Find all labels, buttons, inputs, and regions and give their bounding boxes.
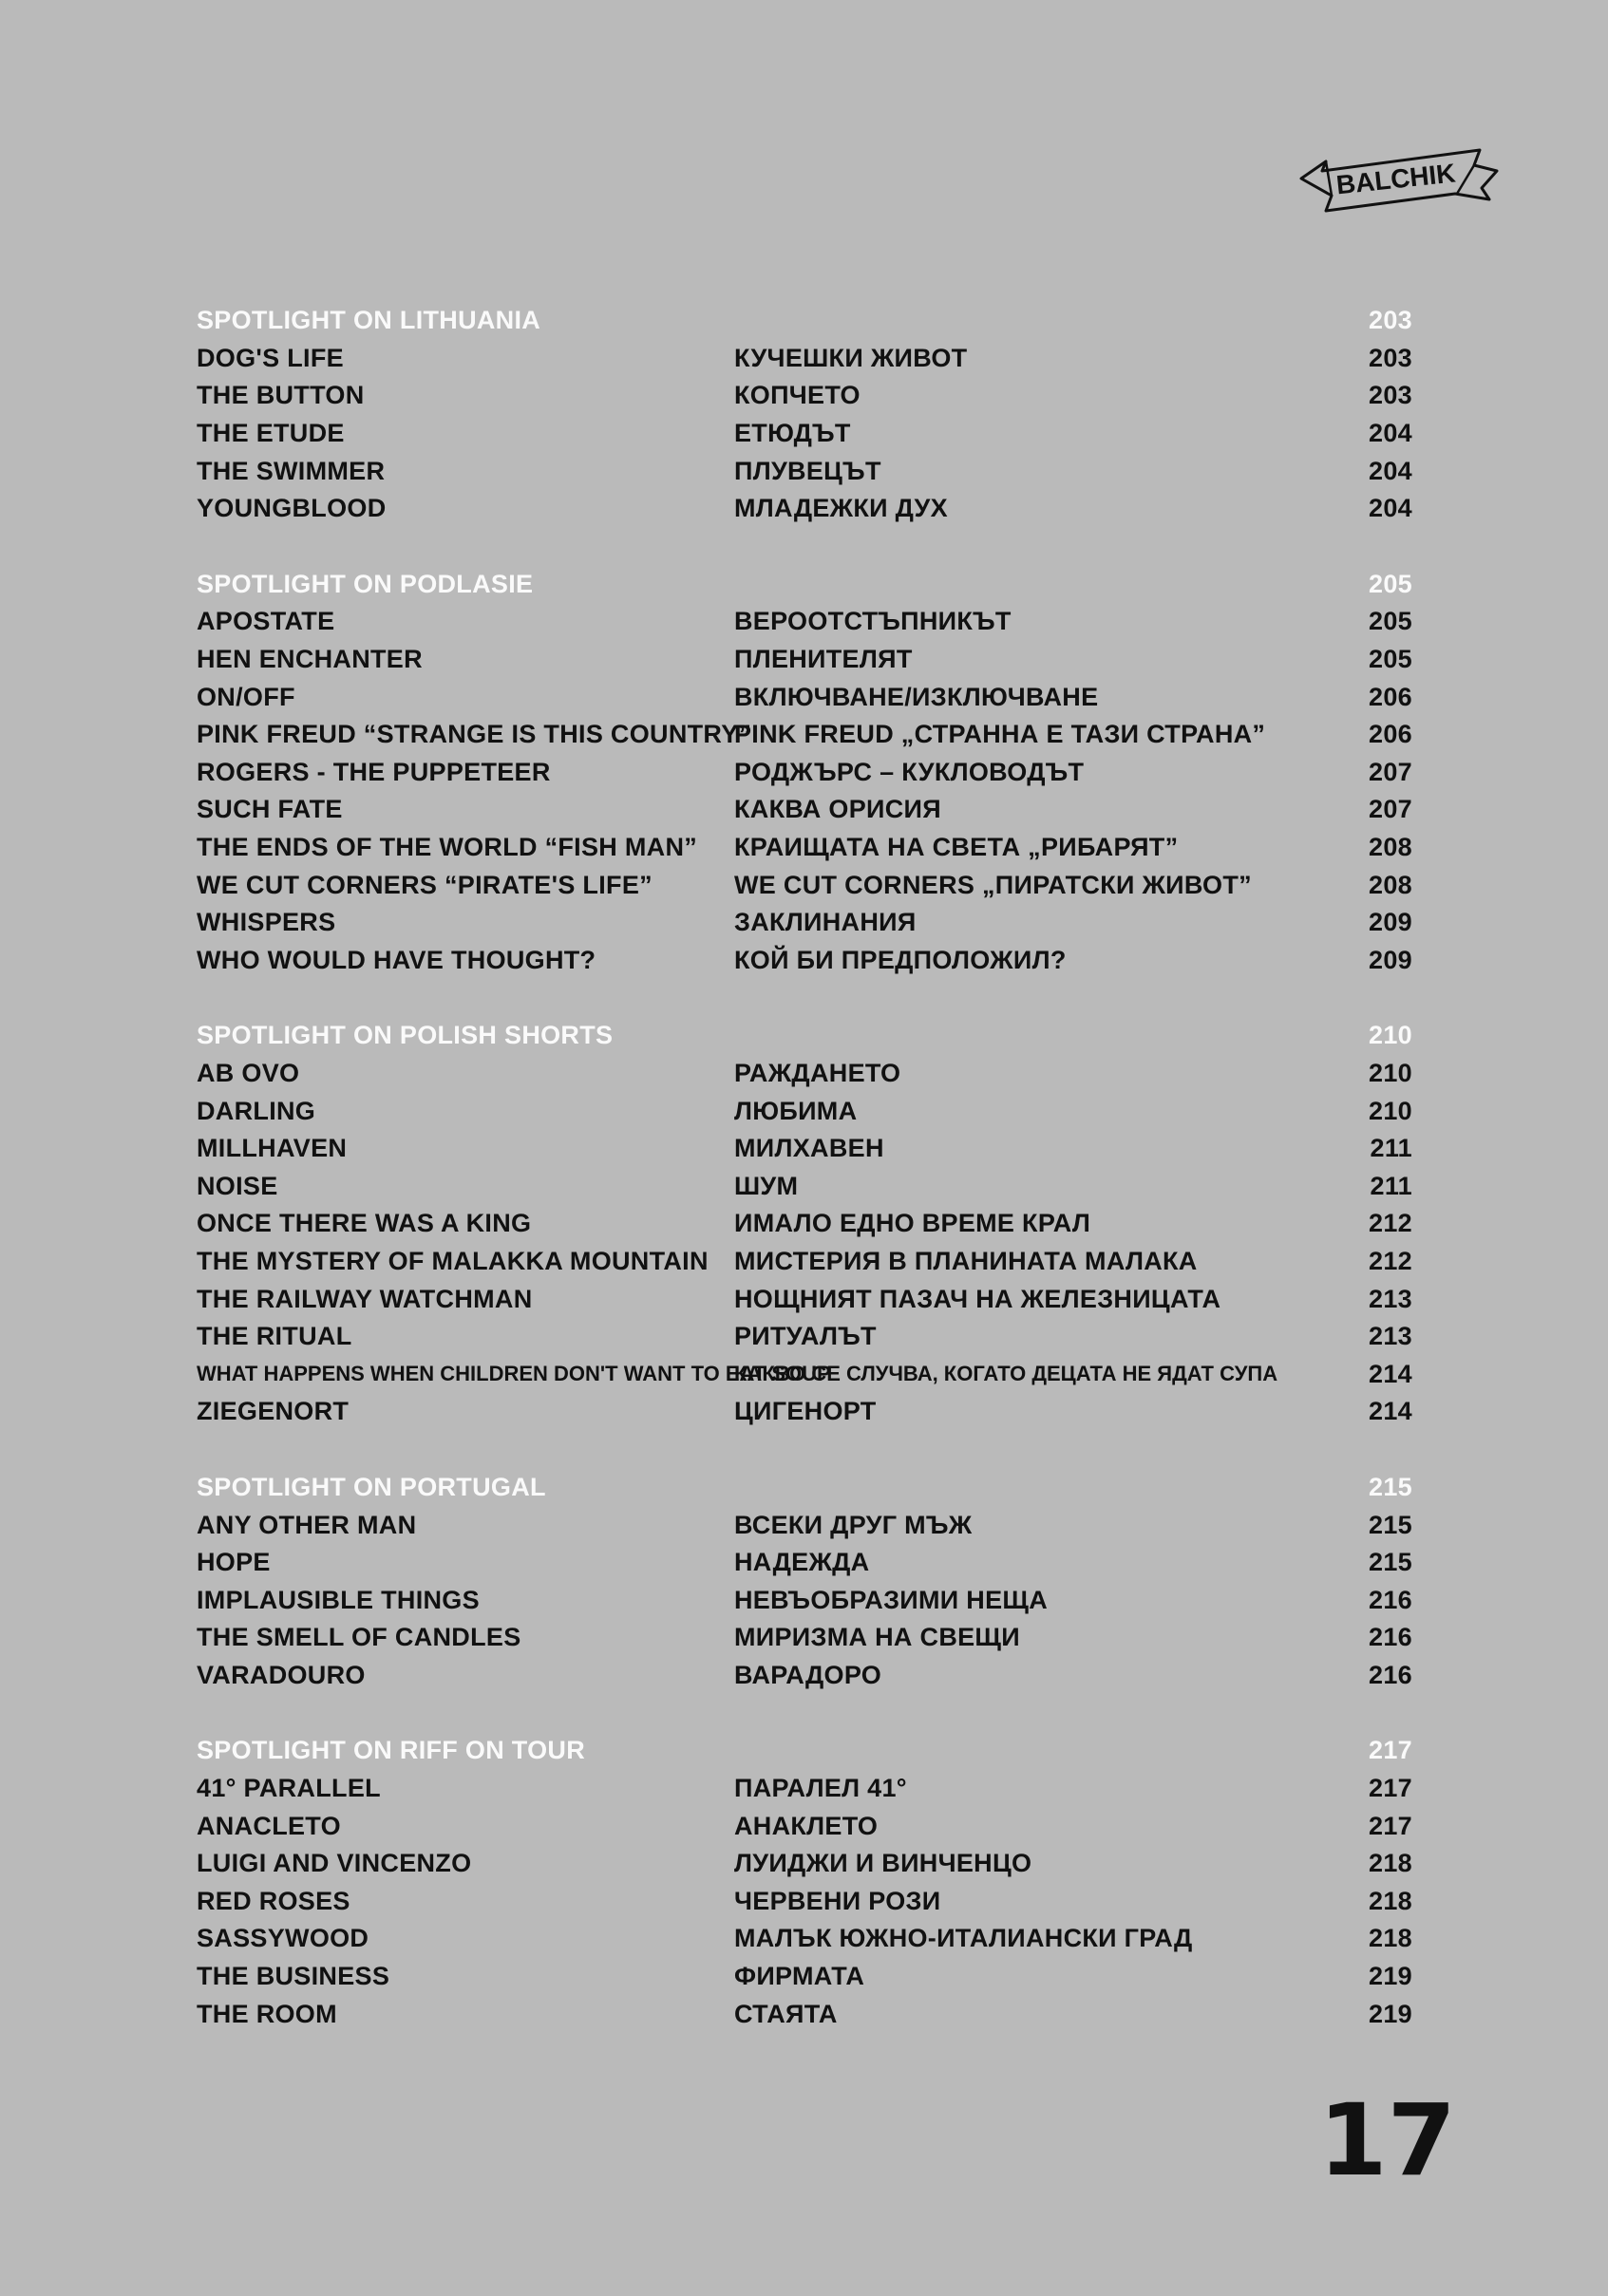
section-page: 217 — [1369, 1736, 1412, 1765]
entry-title-english: PINK FREUD “STRANGE IS THIS COUNTRY” — [197, 720, 752, 749]
entry-title-bulgarian: ЗАКЛИНАНИЯ — [734, 908, 917, 937]
entry-title-bulgarian: КОПЧЕТО — [734, 381, 861, 410]
entry-page: 203 — [1369, 343, 1412, 372]
entry-title-bulgarian: ВСЕКИ ДРУГ МЪЖ — [734, 1510, 973, 1539]
entry-page: 217 — [1369, 1811, 1412, 1840]
entry-page: 215 — [1369, 1548, 1412, 1577]
entry-page: 211 — [1370, 1171, 1412, 1200]
entry-title-english: THE RAILWAY WATCHMAN — [197, 1284, 533, 1313]
entry-title-english: THE SWIMMER — [197, 456, 386, 485]
entry-page: 211 — [1370, 1134, 1412, 1163]
entry-title-bulgarian: КАКВА ОРИСИЯ — [734, 795, 941, 824]
toc-entry — [197, 1130, 1412, 1168]
toc-entry — [197, 1544, 1412, 1582]
entry-title-english: YOUNGBLOOD — [197, 494, 387, 523]
entry-title-bulgarian: ПЛЕНИТЕЛЯТ — [734, 645, 913, 674]
entry-title-bulgarian: МИРИЗМА НА СВЕЩИ — [734, 1623, 1020, 1652]
section-heading — [197, 1017, 1412, 1055]
entry-page: 216 — [1369, 1660, 1412, 1689]
entry-title-english: ANY OTHER MAN — [197, 1510, 417, 1539]
entry-page: 214 — [1369, 1359, 1412, 1388]
entry-title-bulgarian: ПЛУВЕЦЪТ — [734, 456, 881, 485]
entry-title-bulgarian: АНАКЛЕТО — [734, 1811, 879, 1840]
toc-entry — [197, 678, 1412, 716]
entry-page: 207 — [1369, 757, 1412, 786]
entry-page: 215 — [1369, 1510, 1412, 1539]
entry-page: 218 — [1369, 1849, 1412, 1878]
entry-page: 205 — [1369, 607, 1412, 636]
entry-title-english: THE RITUAL — [197, 1322, 352, 1351]
entry-title-bulgarian: РАЖДАНЕТО — [734, 1058, 901, 1087]
entry-title-english: RED ROSES — [197, 1886, 350, 1915]
toc-entry — [197, 904, 1412, 942]
section-title: SPOTLIGHT ON PODLASIE — [197, 569, 534, 598]
toc-entry — [197, 603, 1412, 641]
entry-title-bulgarian: МИЛХАВЕН — [734, 1134, 884, 1163]
entry-title-bulgarian: ЦИГЕНОРТ — [734, 1397, 877, 1426]
entry-title-bulgarian: МИСТЕРИЯ В ПЛАНИНАТА МАЛАКА — [734, 1246, 1198, 1275]
section-title: SPOTLIGHT ON LITHUANIA — [197, 306, 541, 335]
entry-page: 218 — [1369, 1924, 1412, 1953]
entry-page: 208 — [1369, 870, 1412, 899]
toc-entry — [197, 1205, 1412, 1243]
toc-section — [197, 1469, 1412, 1695]
entry-title-bulgarian: РИТУАЛЪТ — [734, 1322, 877, 1351]
entry-title-english: ONCE THERE WAS A KING — [197, 1209, 532, 1238]
toc-entry — [197, 452, 1412, 490]
entry-title-bulgarian: МАЛЪК ЮЖНО-ИТАЛИАНСКИ ГРАД — [734, 1924, 1193, 1953]
entry-title-bulgarian: ИМАЛО ЕДНО ВРЕМЕ КРАЛ — [734, 1209, 1091, 1238]
section-heading — [197, 1469, 1412, 1507]
toc-entry — [197, 377, 1412, 415]
page-number: 17 — [1318, 2082, 1456, 2198]
toc-entry — [197, 1280, 1412, 1318]
entry-title-english: LUIGI AND VINCENZO — [197, 1849, 472, 1878]
entry-title-english: SASSYWOOD — [197, 1924, 369, 1953]
section-heading — [197, 302, 1412, 340]
toc-entry — [197, 1167, 1412, 1205]
entry-page: 208 — [1369, 833, 1412, 862]
entry-title-english: ANACLETO — [197, 1811, 341, 1840]
entry-title-english: VARADOURO — [197, 1660, 366, 1689]
entry-title-english: DARLING — [197, 1096, 316, 1125]
entry-page: 216 — [1369, 1585, 1412, 1614]
section-title: SPOTLIGHT ON RIFF ON TOUR — [197, 1736, 585, 1765]
toc-entry — [197, 1055, 1412, 1093]
entry-page: 204 — [1369, 419, 1412, 448]
entry-title-english: HEN ENCHANTER — [197, 645, 423, 674]
toc-entry — [197, 1581, 1412, 1619]
toc-entry — [197, 866, 1412, 904]
entry-page: 217 — [1369, 1774, 1412, 1803]
toc-entry — [197, 340, 1412, 378]
entry-title-english: NOISE — [197, 1171, 278, 1200]
entry-page: 218 — [1369, 1886, 1412, 1915]
toc-entry — [197, 1883, 1412, 1921]
entry-title-bulgarian: РОДЖЪРС – КУКЛОВОДЪТ — [734, 757, 1085, 786]
table-of-contents — [197, 302, 1412, 2071]
toc-entry — [197, 1770, 1412, 1808]
entry-title-bulgarian: ЕТЮДЪТ — [734, 419, 851, 448]
toc-entry — [197, 942, 1412, 980]
entry-title-english: THE BUTTON — [197, 381, 365, 410]
toc-entry — [197, 1920, 1412, 1958]
toc-entry — [197, 490, 1412, 528]
toc-entry — [197, 1807, 1412, 1845]
entry-title-bulgarian: ПАРАЛЕЛ 41° — [734, 1774, 907, 1803]
toc-entry — [197, 1958, 1412, 1996]
entry-title-english: ZIEGENORT — [197, 1397, 350, 1426]
entry-title-english: IMPLAUSIBLE THINGS — [197, 1585, 480, 1614]
toc-entry — [197, 641, 1412, 679]
section-title: SPOTLIGHT ON PORTUGAL — [197, 1472, 546, 1501]
toc-entry — [197, 1243, 1412, 1281]
entry-title-bulgarian: КРАИЩАТА НА СВЕТА „РИБАРЯТ” — [734, 833, 1179, 862]
entry-title-bulgarian: КАКВО СЕ СЛУЧВА, КОГАТО ДЕЦАТА НЕ ЯДАТ СУПА — [734, 1362, 1278, 1386]
entry-title-english: THE SMELL OF CANDLES — [197, 1623, 521, 1652]
toc-entry — [197, 1506, 1412, 1544]
section-page: 215 — [1369, 1472, 1412, 1501]
entry-page: 213 — [1369, 1322, 1412, 1351]
toc-entry — [197, 1657, 1412, 1695]
entry-page: 204 — [1369, 494, 1412, 523]
entry-title-english: 41° PARALLEL — [197, 1774, 381, 1803]
entry-title-english: WHAT HAPPENS WHEN CHILDREN DON'T WANT TO EAT SOUP — [197, 1362, 831, 1386]
entry-title-english: THE ETUDE — [197, 419, 345, 448]
entry-page: 206 — [1369, 720, 1412, 749]
entry-title-english: THE MYSTERY OF MALAKKA MOUNTAIN — [197, 1246, 709, 1275]
entry-title-english: WHISPERS — [197, 908, 336, 937]
toc-entry — [197, 791, 1412, 829]
toc-entry — [197, 1619, 1412, 1657]
entry-title-english: ON/OFF — [197, 682, 295, 711]
entry-page: 219 — [1369, 1962, 1412, 1991]
entry-title-bulgarian: НОЩНИЯТ ПАЗАЧ НА ЖЕЛЕЗНИЦАТА — [734, 1284, 1221, 1313]
section-page: 210 — [1369, 1021, 1412, 1050]
entry-title-english: WE CUT CORNERS “PIRATE'S LIFE” — [197, 870, 653, 899]
banner-ribbon-icon — [1294, 141, 1501, 218]
entry-title-bulgarian: ЛУИДЖИ И ВИНЧЕНЦО — [734, 1849, 1032, 1878]
entry-page: 216 — [1369, 1623, 1412, 1652]
entry-title-bulgarian: ВАРАДОРО — [734, 1660, 882, 1689]
entry-title-bulgarian: НАДЕЖДА — [734, 1548, 870, 1577]
entry-title-english: HOPE — [197, 1548, 271, 1577]
entry-title-bulgarian: PINK FREUD „СТРАННА Е ТАЗИ СТРАНА” — [734, 720, 1266, 749]
entry-page: 219 — [1369, 1999, 1412, 2028]
entry-page: 204 — [1369, 456, 1412, 485]
entry-title-bulgarian: НЕВЪОБРАЗИМИ НЕЩА — [734, 1585, 1049, 1614]
entry-title-english: WHO WOULD HAVE THOUGHT? — [197, 945, 596, 974]
entry-title-english: THE ROOM — [197, 1999, 337, 2028]
logo-text: BALCHIK — [1334, 158, 1457, 200]
toc-entry — [197, 754, 1412, 792]
entry-title-bulgarian: WE CUT CORNERS „ПИРАТСКИ ЖИВОТ” — [734, 870, 1252, 899]
toc-entry — [197, 1845, 1412, 1883]
section-page: 203 — [1369, 306, 1412, 335]
entry-title-english: THE ENDS OF THE WORLD “FISH MAN” — [197, 833, 698, 862]
entry-title-english: AB OVO — [197, 1058, 300, 1087]
entry-page: 206 — [1369, 682, 1412, 711]
section-heading — [197, 1732, 1412, 1770]
entry-title-bulgarian: ВЕРООТСТЪПНИКЪТ — [734, 607, 1012, 636]
section-heading — [197, 566, 1412, 604]
toc-entry — [197, 1318, 1412, 1356]
toc-section — [197, 1017, 1412, 1431]
entry-title-english: THE BUSINESS — [197, 1962, 390, 1991]
balchik-banner-logo — [1294, 141, 1501, 218]
entry-title-english: APOSTATE — [197, 607, 335, 636]
section-page: 205 — [1369, 569, 1412, 598]
entry-title-bulgarian: ВКЛЮЧВАНЕ/ИЗКЛЮЧВАНЕ — [734, 682, 1099, 711]
entry-page: 207 — [1369, 795, 1412, 824]
entry-page: 203 — [1369, 381, 1412, 410]
entry-page: 209 — [1369, 945, 1412, 974]
entry-page: 205 — [1369, 645, 1412, 674]
entry-page: 209 — [1369, 908, 1412, 937]
entry-title-english: ROGERS - THE PUPPETEER — [197, 757, 551, 786]
entry-title-bulgarian: МЛАДЕЖКИ ДУХ — [734, 494, 948, 523]
entry-title-bulgarian: ЛЮБИМА — [734, 1096, 858, 1125]
entry-page: 213 — [1369, 1284, 1412, 1313]
toc-entry — [197, 716, 1412, 754]
entry-title-bulgarian: КОЙ БИ ПРЕДПОЛОЖИЛ? — [734, 945, 1067, 974]
entry-title-bulgarian: ФИРМАТА — [734, 1962, 865, 1991]
entry-page: 214 — [1369, 1397, 1412, 1426]
toc-entry — [197, 1092, 1412, 1130]
toc-section — [197, 302, 1412, 528]
entry-page: 210 — [1369, 1058, 1412, 1087]
toc-entry — [197, 415, 1412, 453]
entry-title-bulgarian: СТАЯТА — [734, 1999, 838, 2028]
section-title: SPOTLIGHT ON POLISH SHORTS — [197, 1021, 614, 1050]
toc-section — [197, 1732, 1412, 2033]
toc-section — [197, 566, 1412, 980]
entry-title-english: SUCH FATE — [197, 795, 343, 824]
entry-page: 210 — [1369, 1096, 1412, 1125]
entry-title-bulgarian: ЧЕРВЕНИ РОЗИ — [734, 1886, 941, 1915]
entry-title-bulgarian: КУЧЕШКИ ЖИВОТ — [734, 343, 968, 372]
toc-entry — [197, 829, 1412, 867]
toc-entry — [197, 1995, 1412, 2033]
entry-title-english: DOG'S LIFE — [197, 343, 344, 372]
entry-title-english: MILLHAVEN — [197, 1134, 348, 1163]
entry-title-bulgarian: ШУМ — [734, 1171, 799, 1200]
entry-page: 212 — [1369, 1209, 1412, 1238]
toc-entry — [197, 1393, 1412, 1431]
toc-entry — [197, 1355, 1412, 1393]
entry-page: 212 — [1369, 1246, 1412, 1275]
